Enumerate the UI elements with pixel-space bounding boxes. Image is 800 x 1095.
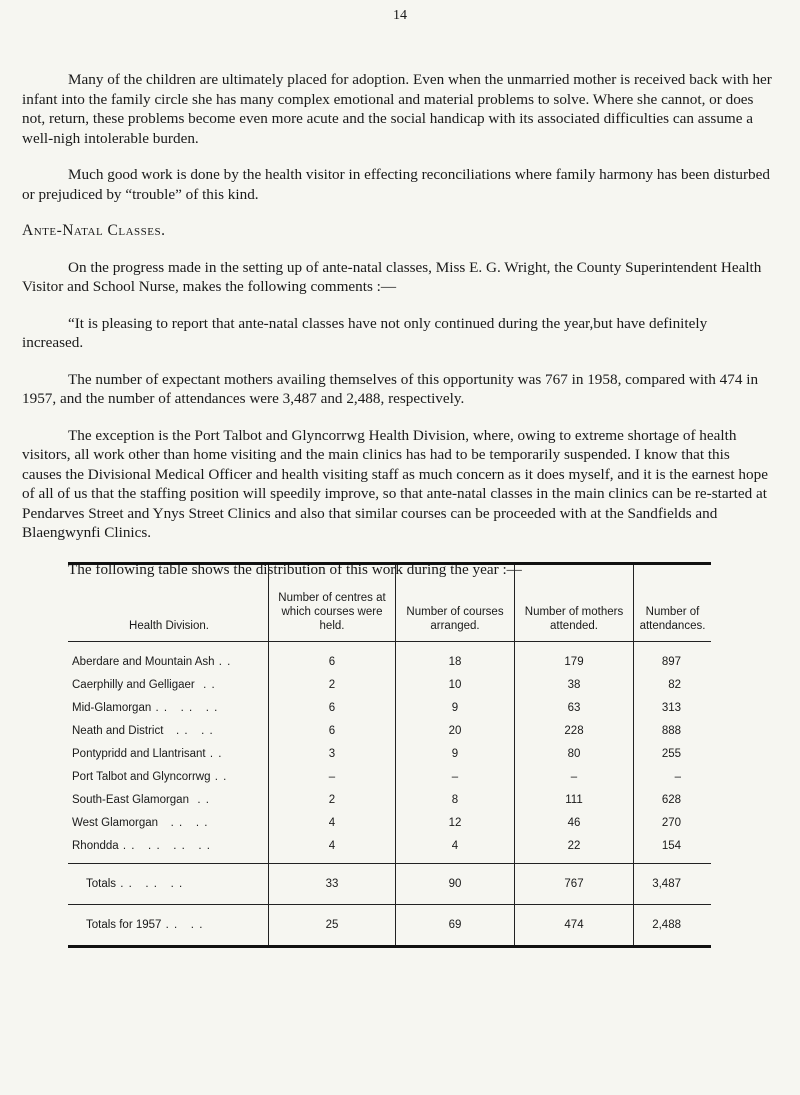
attendances-cell: 154 — [634, 834, 712, 864]
paragraph-table-intro: The following table shows the distribution of this work during the year :— — [68, 560, 522, 578]
paragraph-exception: The exception is the Port Talbot and Glyncorrwg Health Division, where, owing to extreme shortage of health visitors, all work other than home visiting and the main clinics has had to be temporarily suspended. I know that this causes the Divisional Medical Officer and health visiting staff as much concern as it does myself, and it is the earnest hope of all of us that the staffing position will speedily improve, so that ante-natal classes in the main clinics can be re-started at Pendarves Street and Ynys Street Clinics and also that similar courses can be proceeded with at the Sandfields and Blaengwynfi Clinics. — [22, 426, 768, 541]
totals-1957-courses: 69 — [396, 905, 515, 946]
centres-cell: 3 — [269, 742, 396, 765]
header-health-division: Health Division. — [68, 565, 269, 642]
division-name: Aberdare and Mountain Ash . . — [72, 655, 232, 668]
table-row — [68, 788, 711, 811]
paragraph-adoption: Many of the children are ultimately placed for adoption. Even when the unmarried mother is received back with her infant into the family circle she has many complex emotional and material problems to solve. Where she cannot, or does not, return, these problems become even more acute and the social handicap with its associated difficulties can assume a well-nigh intolerable burden. — [22, 71, 772, 147]
attendances-cell: 270 — [634, 811, 712, 834]
centres-cell: 6 — [269, 696, 396, 719]
mothers-cell: – — [515, 765, 634, 788]
courses-cell: 20 — [396, 719, 515, 742]
paragraph-health-visitor: Much good work is done by the health visitor in effecting reconciliations where family harmony has been disturbed or prejudiced by “trouble” of this kind. — [22, 166, 770, 203]
table-row — [68, 811, 711, 834]
attendances-cell: 255 — [634, 742, 712, 765]
courses-cell: 9 — [396, 696, 515, 719]
mothers-cell: 111 — [515, 788, 634, 811]
division-name: South-East Glamorgan . . — [72, 793, 210, 806]
mothers-cell: 63 — [515, 696, 634, 719]
table-row — [68, 696, 711, 719]
table-header-row — [68, 565, 711, 642]
paragraph-numbers: The number of expectant mothers availing themselves of this opportunity was 767 in 1958, compared with 474 in 1957, and the number of attendances were 3,487 and 2,488, respectively. — [22, 370, 759, 407]
centres-cell: 2 — [269, 673, 396, 696]
mothers-cell: 46 — [515, 811, 634, 834]
mothers-cell: 22 — [515, 834, 634, 864]
division-name: Neath and District . . . . — [72, 724, 214, 737]
attendances-cell: 888 — [634, 719, 712, 742]
division-name: Caerphilly and Gelligaer . . — [72, 678, 216, 691]
totals-attendances: 3,487 — [634, 864, 712, 905]
body-text — [22, 70, 772, 596]
paragraph-quote-start: “It is pleasing to report that ante-natal classes have not only continued during the year,but have definitely increased. — [22, 314, 708, 351]
section-heading: Ante-Natal Classes. — [22, 222, 166, 239]
division-name: Mid-Glamorgan . . . . . . — [72, 701, 219, 714]
page-number: 14 — [393, 8, 407, 23]
attendances-cell: 313 — [634, 696, 712, 719]
table-row — [68, 719, 711, 742]
courses-cell: – — [396, 765, 515, 788]
courses-cell: 9 — [396, 742, 515, 765]
mothers-cell: 80 — [515, 742, 634, 765]
totals-centres: 33 — [269, 864, 396, 905]
courses-cell: 12 — [396, 811, 515, 834]
header-courses: Number of courses arranged. — [396, 565, 515, 642]
totals-courses: 90 — [396, 864, 515, 905]
totals-row — [68, 864, 711, 905]
attendances-cell: 82 — [634, 673, 712, 696]
division-name: Pontypridd and Llantrisant . . — [72, 747, 223, 760]
totals-1957-row — [68, 905, 711, 946]
courses-cell: 18 — [396, 642, 515, 674]
header-centres: Number of centres at which courses were held. — [269, 565, 396, 642]
attendances-cell: 628 — [634, 788, 712, 811]
header-mothers: Number of mothers attended. — [515, 565, 634, 642]
table-row — [68, 642, 711, 674]
centres-cell: 4 — [269, 834, 396, 864]
attendances-cell: 897 — [634, 642, 712, 674]
mothers-cell: 228 — [515, 719, 634, 742]
totals-label: Totals . . . . . . — [68, 864, 269, 905]
totals-1957-label: Totals for 1957 . . . . — [68, 905, 269, 946]
courses-cell: 10 — [396, 673, 515, 696]
totals-1957-centres: 25 — [269, 905, 396, 946]
header-attendances: Number of attendances. — [634, 565, 712, 642]
totals-1957-attendances: 2,488 — [634, 905, 712, 946]
centres-cell: 6 — [269, 642, 396, 674]
centres-cell: – — [269, 765, 396, 788]
courses-cell: 8 — [396, 788, 515, 811]
centres-cell: 4 — [269, 811, 396, 834]
mothers-cell: 38 — [515, 673, 634, 696]
division-name: Port Talbot and Glyncorrwg . . — [72, 770, 228, 783]
table-row — [68, 765, 711, 788]
courses-cell: 4 — [396, 834, 515, 864]
table-bottom-rule — [68, 945, 711, 948]
paragraph-progress: On the progress made in the setting up of ante-natal classes, Miss E. G. Wright, the County Superintendent Health Visitor and School Nurse, makes the following comments :— — [22, 258, 762, 295]
table-row — [68, 834, 711, 864]
division-name: Rhondda . . . . . . . . — [72, 839, 211, 852]
table-row — [68, 742, 711, 765]
distribution-table — [68, 562, 711, 948]
attendances-cell: – — [634, 765, 712, 788]
centres-cell: 6 — [269, 719, 396, 742]
centres-cell: 2 — [269, 788, 396, 811]
table-row — [68, 673, 711, 696]
totals-mothers: 767 — [515, 864, 634, 905]
totals-1957-mothers: 474 — [515, 905, 634, 946]
mothers-cell: 179 — [515, 642, 634, 674]
division-name: West Glamorgan . . . . — [72, 816, 209, 829]
